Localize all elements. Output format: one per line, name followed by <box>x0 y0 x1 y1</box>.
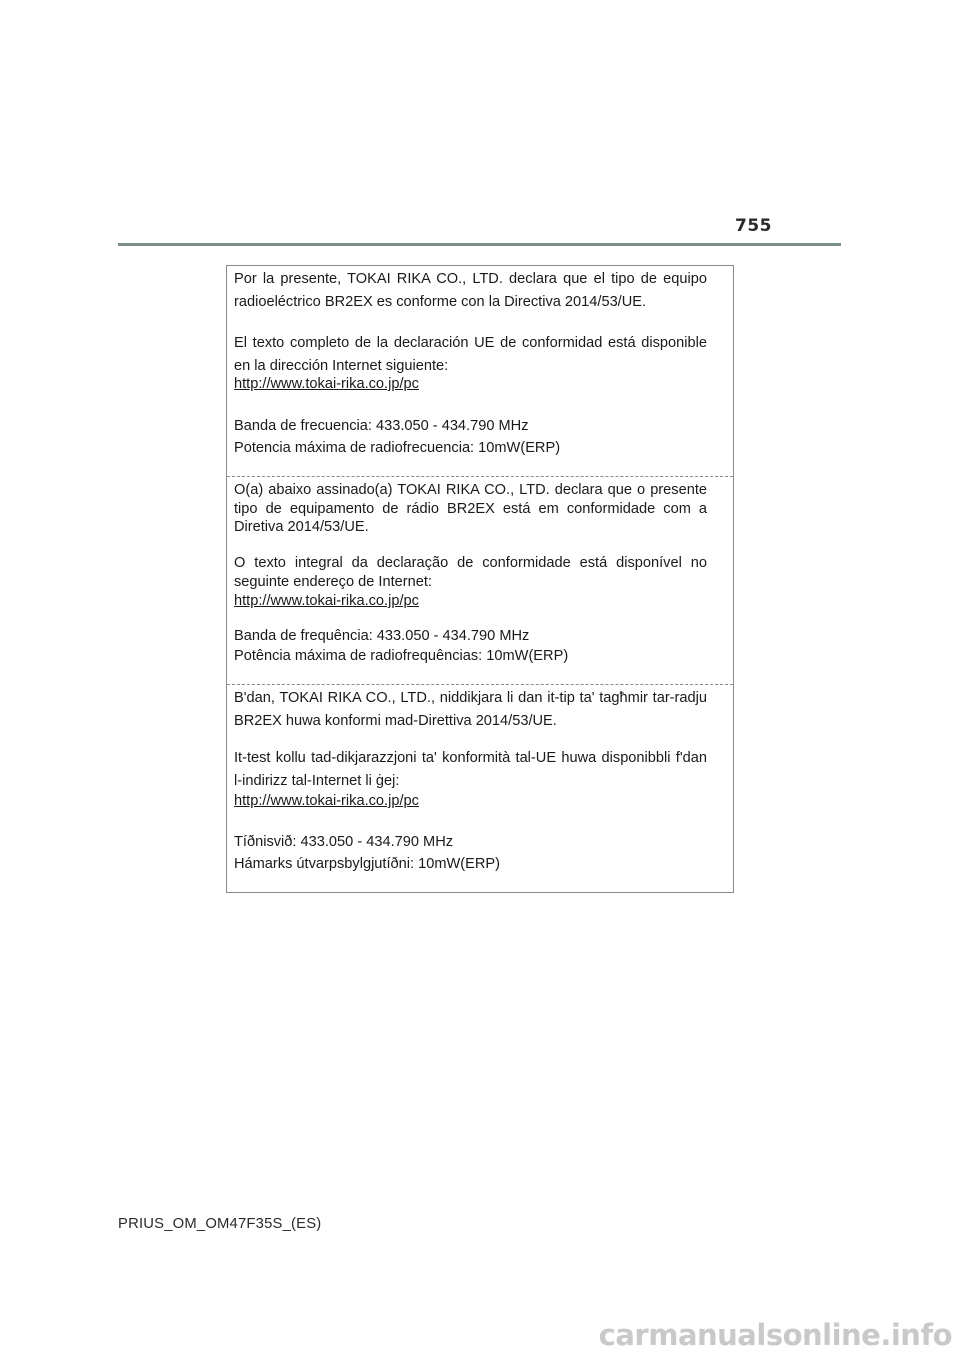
frequency-band-line: Banda de frecuencia: 433.050 - 434.790 MHz <box>234 418 529 434</box>
declaration-section-mt <box>227 684 733 892</box>
max-power-line: Hámarks útvarpsbylgjutíðni: 10mW(ERP) <box>234 856 501 872</box>
frequency-band-line: Banda de frequência: 433.050 - 434.790 MHz <box>234 628 530 644</box>
declaration-paragraph: Por la presente, TOKAI RIKA CO., LTD. declara que el tipo de equipo radioeléctrico BR2EX es conforme con la Directiva 2014/53/UE. <box>234 271 707 310</box>
declaration-link[interactable]: http://www.tokai-rika.co.jp/pc <box>234 793 419 809</box>
declaration-box <box>226 265 734 893</box>
availability-paragraph: El texto completo de la declaración UE de conformidad está disponible en la dirección Internet siguiente: <box>234 335 707 374</box>
declaration-section-es <box>227 266 733 476</box>
site-watermark: carmanualsonline.info <box>598 1318 952 1352</box>
max-power-line: Potência máxima de radiofrequências: 10mW(ERP) <box>234 648 569 664</box>
frequency-band-line: Tíðnisvið: 433.050 - 434.790 MHz <box>234 834 454 850</box>
declaration-link[interactable]: http://www.tokai-rika.co.jp/pc <box>234 593 419 609</box>
header-rule <box>118 243 841 246</box>
declaration-link[interactable]: http://www.tokai-rika.co.jp/pc <box>234 376 419 392</box>
availability-paragraph: O texto integral da declaração de conformidade está disponível no seguinte endereço de Internet: <box>234 555 707 590</box>
declaration-paragraph: O(a) abaixo assinado(a) TOKAI RIKA CO., LTD. declara que o presente tipo de equipamento de rádio BR2EX está em conformidade com a Diretiva 2014/53/UE. <box>234 482 707 535</box>
declaration-paragraph: B'dan, TOKAI RIKA CO., LTD., niddikjara li dan it-tip ta' tagħmir tar-radju BR2EX huwa konformi mad-Direttiva 2014/53/UE. <box>234 690 707 729</box>
page-number: 755 <box>735 216 772 236</box>
max-power-line: Potencia máxima de radiofrecuencia: 10mW(ERP) <box>234 440 561 456</box>
declaration-section-pt <box>227 476 733 686</box>
availability-paragraph: It-test kollu tad-dikjarazzjoni ta' konformità tal-UE huwa disponibbli f'dan l-indirizz tal-Internet li ġej: <box>234 750 707 789</box>
document-code-footer: PRIUS_OM_OM47F35S_(ES) <box>118 1216 322 1232</box>
